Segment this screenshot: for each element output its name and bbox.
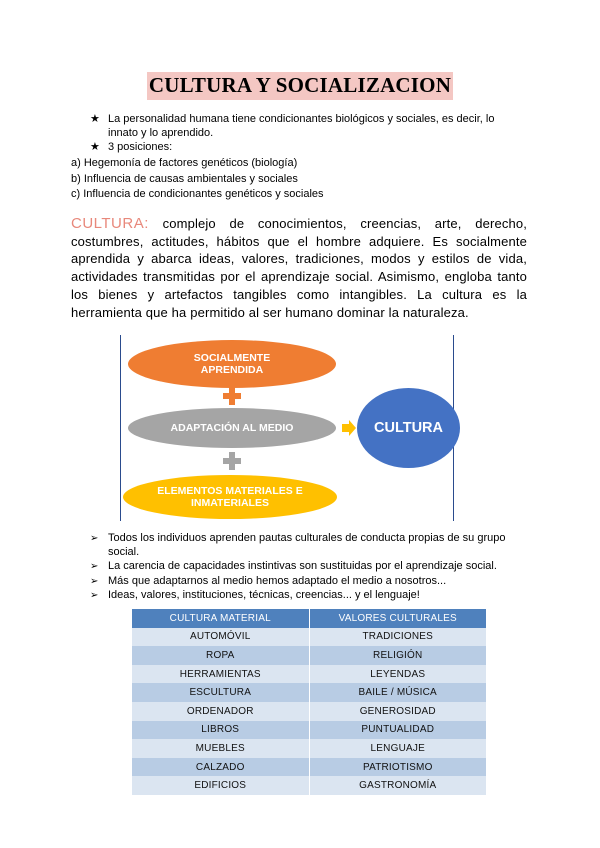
table-row bbox=[132, 665, 486, 684]
table-row bbox=[132, 776, 486, 795]
arrow-item-text: Todos los individuos aprenden pautas culturales de conducta propias de su grupo social. bbox=[108, 532, 506, 558]
table-cell: GASTRONOMÍA bbox=[309, 776, 486, 795]
arrow-list-item bbox=[90, 532, 520, 559]
arrow-item-text: Ideas, valores, instituciones, técnicas, creencias... y el lenguaje! bbox=[108, 589, 420, 601]
table-cell: TRADICIONES bbox=[309, 628, 486, 647]
table-cell: EDIFICIOS bbox=[132, 776, 309, 795]
table-row bbox=[132, 646, 486, 665]
table-cell: ROPA bbox=[132, 646, 309, 665]
table-row bbox=[132, 702, 486, 721]
header-cultura-material: CULTURA MATERIAL bbox=[132, 609, 309, 628]
arrow-bullet-icon: ➢ bbox=[90, 561, 99, 572]
table-cell: GENEROSIDAD bbox=[309, 702, 486, 721]
socialmente-line2: APRENDIDA bbox=[200, 364, 264, 376]
arrow-bullet-icon: ➢ bbox=[90, 575, 99, 587]
star-icon: ★ bbox=[90, 141, 100, 153]
position-item: b) Influencia de causas ambientales y sociales bbox=[71, 172, 298, 185]
arrow-bullet-list bbox=[90, 532, 520, 604]
star-list-item bbox=[90, 113, 520, 140]
table-cell: LENGUAJE bbox=[309, 739, 486, 758]
cultura-table bbox=[132, 609, 486, 795]
position-item: a) Hegemonía de factores genéticos (biología) bbox=[71, 157, 298, 169]
table-header-row bbox=[132, 609, 486, 628]
elementos-materiales-ellipse bbox=[123, 475, 337, 519]
cultura-definition-text: complejo de conocimientos, creencias, arte, derecho, costumbres, actitudes, hábitos que el hombre adquiere. Es socialmente aprendida y abarca ideas, valores, tradiciones, modos y estilos de vida, actividades transmitidas por el aprendizaje social. Asimismo, engloba tanto los bienes y artefactos tangibles como intangibles. La cultura es la herramienta que ha permitido al ser humano dominar la naturaleza. bbox=[71, 216, 527, 320]
star-list-item bbox=[90, 141, 520, 155]
cultura-circle bbox=[357, 388, 460, 468]
table-row bbox=[132, 683, 486, 702]
elementos-line2: INMATERIALES bbox=[191, 497, 269, 509]
table-cell: ESCULTURA bbox=[132, 683, 309, 702]
table-cell: CALZADO bbox=[132, 758, 309, 777]
position-item: c) Influencia de condicionantes genéticos y sociales bbox=[71, 188, 324, 200]
star-item-text: La personalidad humana tiene condicionantes biológicos y sociales, es decir, lo innato y lo aprendido. bbox=[108, 113, 495, 139]
table-cell: HERRAMIENTAS bbox=[132, 665, 309, 684]
arrow-item-text: La carencia de capacidades instintivas son sustituidas por el aprendizaje social. bbox=[108, 560, 497, 572]
table-row bbox=[132, 758, 486, 777]
arrow-bullet-icon: ➢ bbox=[90, 533, 99, 544]
title-container bbox=[0, 72, 600, 100]
table-cell: BAILE / MÚSICA bbox=[309, 683, 486, 702]
cultura-circle-label: CULTURA bbox=[374, 420, 443, 436]
diagram-left-border bbox=[120, 335, 121, 521]
arrow-item-text: Más que adaptarnos al medio hemos adaptado el medio a nosotros... bbox=[108, 574, 447, 587]
arrow-bullet-icon: ➢ bbox=[90, 590, 99, 601]
adaptacion-medio-ellipse bbox=[128, 408, 336, 448]
table-cell: LIBROS bbox=[132, 721, 309, 740]
table-row bbox=[132, 721, 486, 740]
table-cell: LEYENDAS bbox=[309, 665, 486, 684]
cultura-definition bbox=[71, 215, 527, 321]
arrow-right-icon bbox=[342, 420, 356, 436]
arrow-list-item bbox=[90, 589, 520, 603]
table-cell: RELIGIÓN bbox=[309, 646, 486, 665]
plus-icon bbox=[223, 452, 241, 470]
adaptacion-label: ADAPTACIÓN AL MEDIO bbox=[170, 422, 294, 434]
page-title: CULTURA Y SOCIALIZACION bbox=[147, 72, 453, 100]
socialmente-line1: SOCIALMENTE bbox=[193, 352, 271, 364]
cultura-diagram bbox=[120, 335, 454, 521]
table-cell: PATRIOTISMO bbox=[309, 758, 486, 777]
table-cell: PUNTUALIDAD bbox=[309, 721, 486, 740]
cultura-keyword: CULTURA: bbox=[71, 215, 149, 232]
positions-list bbox=[71, 156, 324, 203]
elementos-line1: ELEMENTOS MATERIALES E bbox=[157, 485, 303, 497]
table-cell: ORDENADOR bbox=[132, 702, 309, 721]
table-cell: MUEBLES bbox=[132, 739, 309, 758]
star-item-text: 3 posiciones: bbox=[108, 141, 173, 153]
star-icon: ★ bbox=[90, 113, 100, 125]
table-cell: AUTOMÓVIL bbox=[132, 628, 309, 647]
socialmente-aprendida-ellipse bbox=[128, 340, 336, 388]
table-row bbox=[132, 739, 486, 758]
table-row bbox=[132, 628, 486, 647]
arrow-list-item bbox=[90, 560, 520, 574]
header-valores-culturales: VALORES CULTURALES bbox=[309, 609, 486, 628]
plus-icon bbox=[223, 387, 241, 405]
star-list bbox=[90, 113, 520, 155]
arrow-list-item bbox=[90, 575, 520, 589]
